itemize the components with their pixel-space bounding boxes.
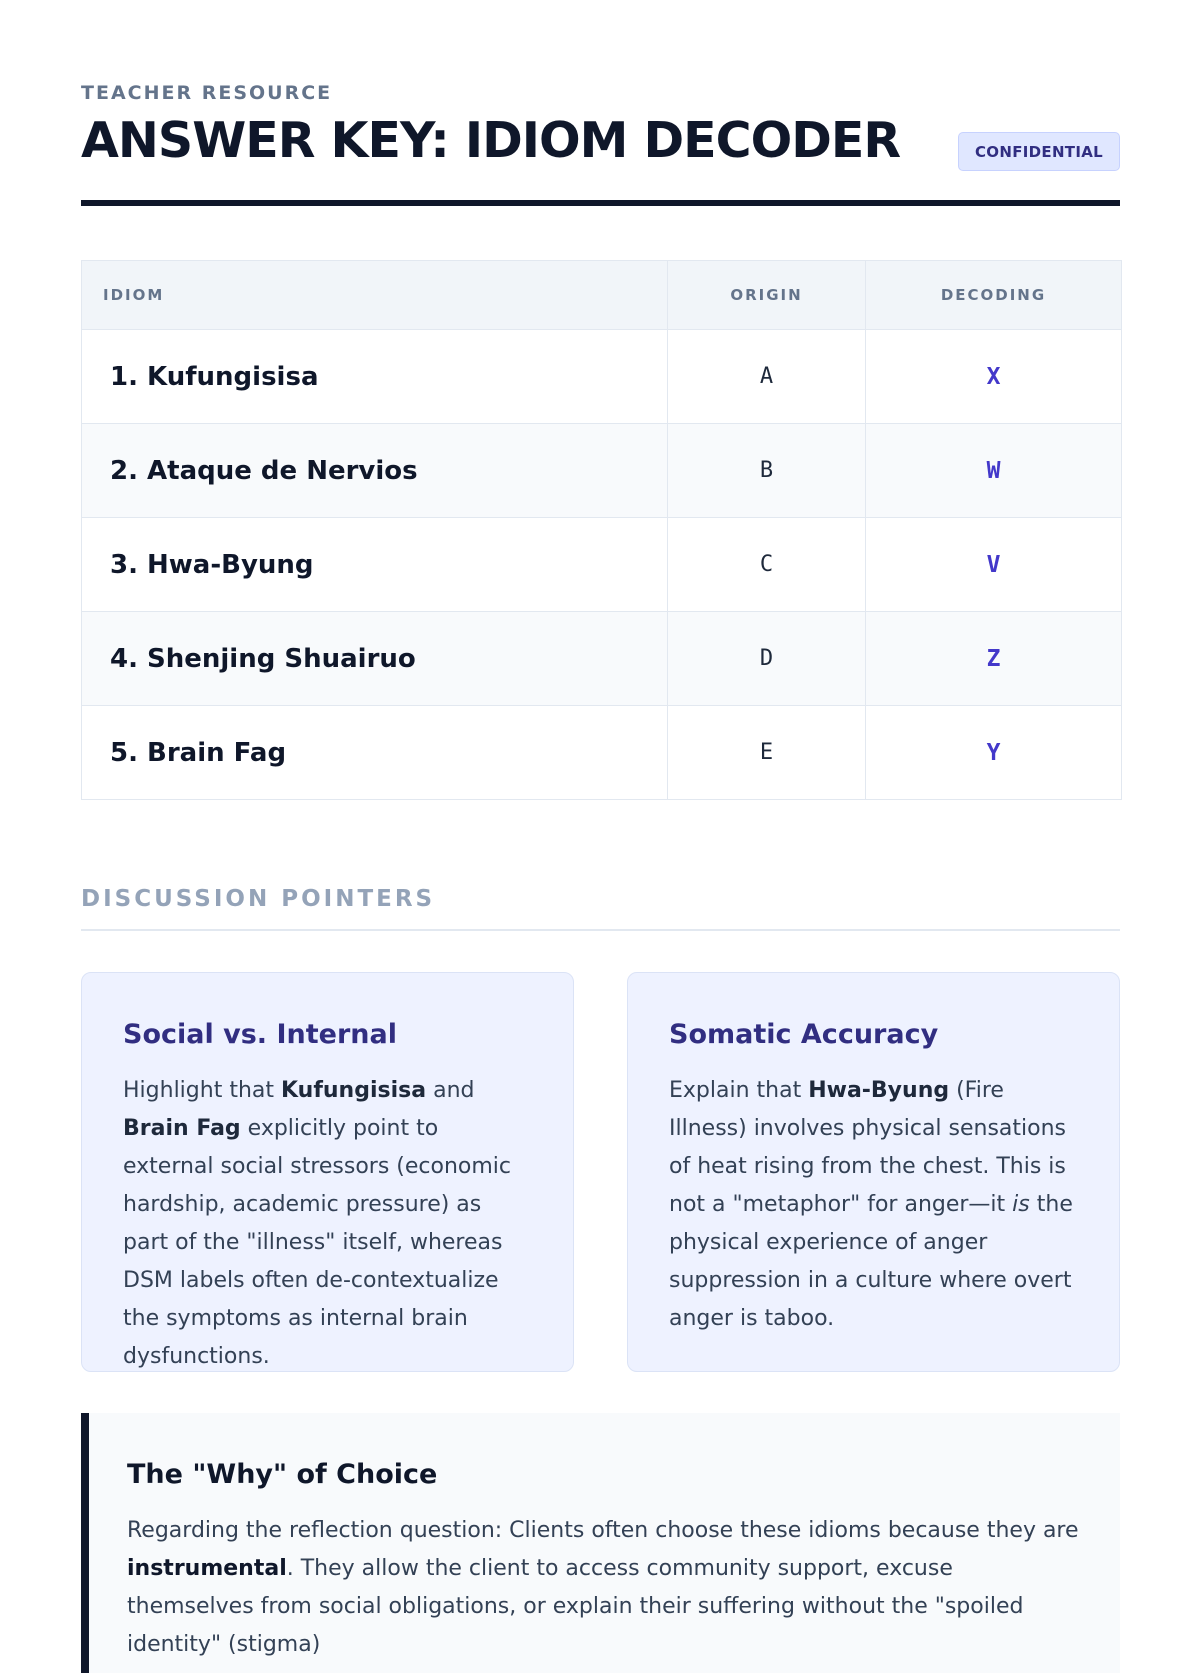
table-row (82, 518, 1122, 612)
discussion-card-somatic (627, 972, 1120, 1372)
card-emphasis: Hwa-Byung (808, 1078, 950, 1103)
idiom-cell: 3. Hwa-Byung (82, 518, 668, 612)
card-emphasis: Brain Fag (123, 1116, 241, 1141)
origin-cell: A (668, 330, 866, 424)
decoding-cell: X (866, 330, 1122, 424)
idiom-cell: 4. Shenjing Shuairuo (82, 612, 668, 706)
card-text: Highlight that (123, 1078, 281, 1103)
card-emphasis: Kufungisisa (281, 1078, 427, 1103)
callout-title: The "Why" of Choice (127, 1459, 438, 1490)
idiom-cell: 2. Ataque de Nervios (82, 424, 668, 518)
table-row (82, 706, 1122, 800)
card-text: explicitly point to external social stressors (economic hardship, academic pressure) as part of the "illness" itself, whereas DSM labels often de-contextualize the symptoms as internal brain dysfunctions. (123, 1116, 512, 1369)
table-row (82, 424, 1122, 518)
card-text: (Fire Illness) involves physical sensations of heat rising from the chest. This is not a "metaphor" for anger—it (669, 1078, 1067, 1217)
why-of-choice-callout (81, 1413, 1120, 1673)
card-text: the physical experience of anger suppression in a culture where overt anger is taboo. (669, 1192, 1073, 1331)
section-divider (81, 929, 1120, 931)
card-title: Somatic Accuracy (669, 1019, 939, 1050)
title-divider (81, 200, 1120, 206)
table-row (82, 330, 1122, 424)
origin-cell: E (668, 706, 866, 800)
idiom-cell: 1. Kufungisisa (82, 330, 668, 424)
origin-cell: B (668, 424, 866, 518)
card-text: Explain that (669, 1078, 809, 1103)
table-row (82, 612, 1122, 706)
column-header-idiom: IDIOM (82, 261, 668, 330)
column-header-decoding: DECODING (866, 261, 1122, 330)
discussion-card-social (81, 972, 574, 1372)
card-body (123, 1072, 533, 1376)
card-italic: is (1012, 1192, 1030, 1217)
idiom-cell: 5. Brain Fag (82, 706, 668, 800)
decoding-cell: Z (866, 612, 1122, 706)
discussion-section-label: DISCUSSION POINTERS (81, 886, 436, 912)
decoding-cell: V (866, 518, 1122, 612)
origin-cell: C (668, 518, 866, 612)
confidential-badge: CONFIDENTIAL (958, 132, 1120, 171)
callout-text: Regarding the reflection question: Clients often choose these idioms because they are (127, 1518, 1079, 1543)
card-body (669, 1072, 1079, 1338)
column-header-origin: ORIGIN (668, 261, 866, 330)
card-title: Social vs. Internal (123, 1019, 397, 1050)
table-header-row (82, 261, 1122, 330)
callout-body (127, 1512, 1084, 1664)
decoding-cell: W (866, 424, 1122, 518)
origin-cell: D (668, 612, 866, 706)
card-text: and (426, 1078, 475, 1103)
decoding-cell: Y (866, 706, 1122, 800)
callout-text: . They allow the client to access community support, excuse themselves from social obligations, or explain their suffering without the "spoiled identity" (stigma) (127, 1556, 1024, 1657)
page-title: ANSWER KEY: IDIOM DECODER (81, 112, 901, 169)
answer-table (81, 260, 1122, 800)
callout-emphasis: instrumental (127, 1556, 287, 1581)
eyebrow-label: TEACHER RESOURCE (81, 82, 333, 104)
